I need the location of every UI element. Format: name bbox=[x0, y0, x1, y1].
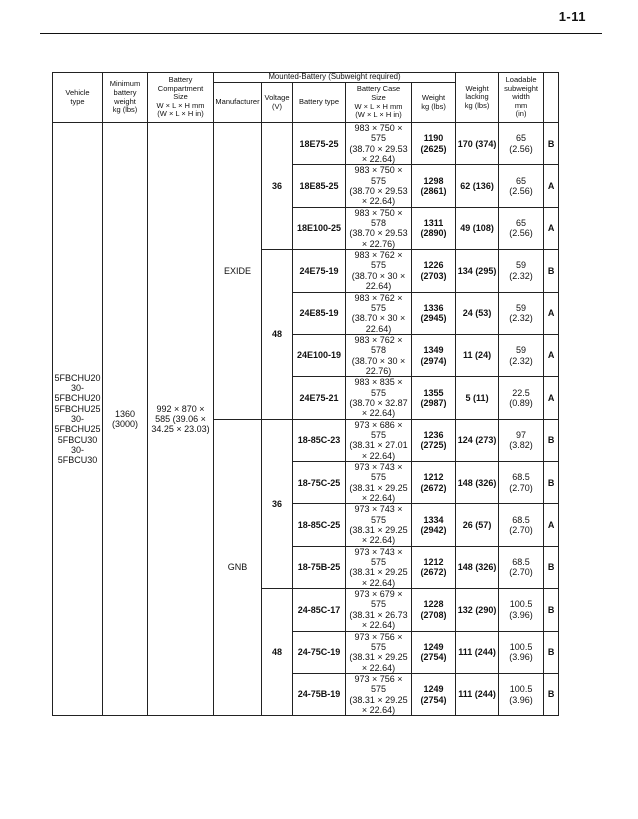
weight-lacking-cell: 24 (53) bbox=[456, 292, 499, 334]
cell-line: 97 bbox=[516, 429, 527, 440]
cell-line: 973 × 756 × 575 bbox=[354, 673, 403, 695]
cell-line: (2.70) bbox=[509, 525, 533, 536]
battery-weight-cell: 1190 (2625) bbox=[412, 123, 456, 165]
grade-cell: A bbox=[544, 292, 559, 334]
cell-line: 59 bbox=[516, 345, 527, 356]
header-vehicle-type: Vehicle type bbox=[53, 73, 103, 123]
cell-line: (2.32) bbox=[509, 355, 533, 366]
loadable-subweight-cell bbox=[499, 673, 544, 715]
battery-type-cell: 24E100-19 bbox=[293, 334, 346, 376]
grade-cell: B bbox=[544, 673, 559, 715]
loadable-subweight-cell bbox=[499, 546, 544, 588]
battery-weight-cell: 1212 (2672) bbox=[412, 462, 456, 504]
loadable-subweight-cell bbox=[499, 377, 544, 419]
battery-weight-cell: 1236 (2725) bbox=[412, 419, 456, 461]
cell-line: (38.70 × 30 × 22.64) bbox=[351, 313, 406, 334]
loadable-subweight-cell bbox=[499, 419, 544, 461]
loadable-subweight-cell bbox=[499, 165, 544, 207]
cell-line: (38.31 × 29.25 × 22.64) bbox=[349, 694, 408, 715]
cell-line: (38.70 × 32.87 × 22.64) bbox=[349, 397, 408, 419]
cell-line: 59 bbox=[516, 302, 527, 313]
battery-weight-cell: 1349 (2974) bbox=[412, 334, 456, 376]
battery-type-cell: 24E85-19 bbox=[293, 292, 346, 334]
cell-line: 22.5 bbox=[512, 387, 530, 398]
battery-weight-cell: 1311 (2890) bbox=[412, 207, 456, 249]
cell-line: (38.70 × 30 × 22.64) bbox=[351, 270, 406, 292]
grade-cell: B bbox=[544, 250, 559, 292]
cell-line: (38.70 × 29.53 × 22.64) bbox=[349, 143, 408, 165]
battery-weight-cell: 1226 (2703) bbox=[412, 250, 456, 292]
case-size-cell bbox=[346, 123, 412, 165]
cell-line: 100.5 bbox=[509, 641, 533, 652]
weight-lacking-cell: 111 (244) bbox=[456, 673, 499, 715]
cell-line: 983 × 762 × 575 bbox=[354, 292, 403, 313]
cell-line: (3.96) bbox=[509, 609, 533, 620]
cell-line: (38.31 × 29.25 × 22.64) bbox=[349, 482, 408, 504]
header-weight: Weight kg (lbs) bbox=[412, 83, 456, 123]
cell-line: (2.56) bbox=[509, 228, 533, 239]
cell-line: 983 × 750 × 575 bbox=[354, 165, 403, 186]
cell-line: 973 × 756 × 575 bbox=[354, 631, 403, 652]
table-row bbox=[53, 123, 559, 165]
battery-spec-table bbox=[52, 72, 559, 716]
header-rule bbox=[40, 33, 602, 34]
weight-lacking-cell: 148 (326) bbox=[456, 462, 499, 504]
battery-type-cell: 24-85C-17 bbox=[293, 589, 346, 631]
battery-type-cell: 18-75C-25 bbox=[293, 462, 346, 504]
weight-lacking-cell: 5 (11) bbox=[456, 377, 499, 419]
battery-weight-cell: 1298 (2861) bbox=[412, 165, 456, 207]
case-size-cell bbox=[346, 673, 412, 715]
header-manufacturer: Manufacturer bbox=[214, 83, 262, 123]
voltage-cell: 36 bbox=[262, 419, 293, 589]
manufacturer-cell: GNB bbox=[214, 419, 262, 716]
cell-line: 100.5 bbox=[509, 684, 533, 695]
header-mounted-battery: Mounted-Battery (Subweight required) bbox=[214, 73, 456, 83]
grade-cell: B bbox=[544, 589, 559, 631]
cell-line: (3.96) bbox=[509, 694, 533, 705]
cell-line: 100.5 bbox=[509, 599, 533, 610]
header-voltage: Voltage (V) bbox=[262, 83, 293, 123]
header-loadable-subweight: Loadable subweight width mm (in) bbox=[499, 73, 544, 123]
weight-lacking-cell: 49 (108) bbox=[456, 207, 499, 249]
cell-line: (38.31 × 27.01 × 22.64) bbox=[349, 440, 408, 461]
grade-cell: B bbox=[544, 123, 559, 165]
voltage-cell: 48 bbox=[262, 589, 293, 716]
battery-weight-cell: 1212 (2672) bbox=[412, 546, 456, 588]
cell-line: 973 × 686 × 575 bbox=[354, 419, 403, 440]
cell-line: 68.5 bbox=[512, 514, 530, 525]
voltage-cell: 48 bbox=[262, 250, 293, 420]
cell-line: (38.70 × 29.53 × 22.76) bbox=[349, 228, 408, 249]
cell-line: (2.56) bbox=[509, 143, 533, 154]
case-size-cell bbox=[346, 419, 412, 461]
vehicle-type-cell bbox=[53, 123, 103, 716]
case-size-cell bbox=[346, 377, 412, 419]
battery-type-cell: 24-75B-19 bbox=[293, 673, 346, 715]
weight-lacking-cell: 111 (244) bbox=[456, 631, 499, 673]
weight-lacking-cell: 134 (295) bbox=[456, 250, 499, 292]
grade-cell: B bbox=[544, 546, 559, 588]
header-case-size: Battery Case Size W × L × H mm (W × L × H in) bbox=[346, 83, 412, 123]
vehicle-type: 5FBCHU20 bbox=[54, 372, 101, 383]
cell-line: (38.70 × 30 × 22.76) bbox=[351, 355, 406, 376]
cell-line: 973 × 743 × 575 bbox=[354, 504, 403, 525]
loadable-subweight-cell bbox=[499, 504, 544, 546]
battery-weight-cell: 1355 (2987) bbox=[412, 377, 456, 419]
header-compartment-size: Battery Compartment Size W × L × H mm (W × L × H in) bbox=[148, 73, 214, 123]
case-size-cell bbox=[346, 207, 412, 249]
battery-type-cell: 18-85C-25 bbox=[293, 504, 346, 546]
cell-line: (2.70) bbox=[509, 567, 533, 578]
grade-cell: B bbox=[544, 631, 559, 673]
case-size-cell bbox=[346, 334, 412, 376]
case-size-cell bbox=[346, 250, 412, 292]
cell-line: 983 × 750 × 575 bbox=[354, 123, 403, 144]
compartment-size: 992 × 870 × 585 (39.06 × 34.25 × 23.03) bbox=[148, 123, 214, 716]
cell-line: (2.56) bbox=[509, 186, 533, 197]
loadable-subweight-cell bbox=[499, 631, 544, 673]
cell-line: 983 × 835 × 575 bbox=[354, 377, 403, 398]
grade-cell: B bbox=[544, 462, 559, 504]
battery-type-cell: 18-75B-25 bbox=[293, 546, 346, 588]
cell-line: 68.5 bbox=[512, 557, 530, 568]
battery-weight-cell: 1334 (2942) bbox=[412, 504, 456, 546]
cell-line: (2.70) bbox=[509, 482, 533, 493]
cell-line: 973 × 743 × 575 bbox=[354, 462, 403, 483]
cell-line: (38.70 × 29.53 × 22.64) bbox=[349, 186, 408, 207]
battery-weight-cell: 1249 (2754) bbox=[412, 631, 456, 673]
voltage-cell: 36 bbox=[262, 123, 293, 250]
battery-type-cell: 18E85-25 bbox=[293, 165, 346, 207]
min-battery-weight: 1360 (3000) bbox=[103, 123, 148, 716]
vehicle-type: 30-5FBCHU25 bbox=[54, 413, 101, 435]
case-size-cell bbox=[346, 462, 412, 504]
grade-cell: A bbox=[544, 377, 559, 419]
case-size-cell bbox=[346, 504, 412, 546]
battery-type-cell: 18E100-25 bbox=[293, 207, 346, 249]
battery-weight-cell: 1249 (2754) bbox=[412, 673, 456, 715]
cell-line: (38.31 × 29.25 × 22.64) bbox=[349, 525, 408, 546]
case-size-cell bbox=[346, 589, 412, 631]
cell-line: 65 bbox=[516, 133, 527, 144]
header-min-weight: Minimum battery weight kg (lbs) bbox=[103, 73, 148, 123]
cell-line: (38.31 × 29.25 × 22.64) bbox=[349, 652, 408, 673]
cell-line: (38.31 × 26.73 × 22.64) bbox=[349, 609, 408, 631]
loadable-subweight-cell bbox=[499, 207, 544, 249]
battery-weight-cell: 1228 (2708) bbox=[412, 589, 456, 631]
cell-line: 65 bbox=[516, 175, 527, 186]
grade-cell: A bbox=[544, 165, 559, 207]
loadable-subweight-cell bbox=[499, 589, 544, 631]
weight-lacking-cell: 26 (57) bbox=[456, 504, 499, 546]
loadable-subweight-cell bbox=[499, 292, 544, 334]
grade-cell: A bbox=[544, 504, 559, 546]
cell-line: (3.96) bbox=[509, 652, 533, 663]
battery-type-cell: 18E75-25 bbox=[293, 123, 346, 165]
grade-cell: A bbox=[544, 334, 559, 376]
weight-lacking-cell: 124 (273) bbox=[456, 419, 499, 461]
cell-line: 983 × 762 × 578 bbox=[354, 334, 403, 356]
battery-weight-cell: 1336 (2945) bbox=[412, 292, 456, 334]
case-size-cell bbox=[346, 546, 412, 588]
battery-type-cell: 24E75-19 bbox=[293, 250, 346, 292]
header-weight-lacking: Weight lacking kg (lbs) bbox=[456, 73, 499, 123]
weight-lacking-cell: 11 (24) bbox=[456, 334, 499, 376]
weight-lacking-cell: 170 (374) bbox=[456, 123, 499, 165]
cell-line: (2.32) bbox=[509, 313, 533, 324]
page-number: 1-11 bbox=[558, 9, 586, 24]
table-body bbox=[53, 123, 559, 716]
vehicle-type: 5FBCHU25 bbox=[54, 403, 101, 414]
manufacturer-cell: EXIDE bbox=[214, 123, 262, 420]
cell-line: (2.32) bbox=[509, 270, 533, 281]
grade-cell: B bbox=[544, 419, 559, 461]
grade-cell: A bbox=[544, 207, 559, 249]
vehicle-type: 5FBCU30 bbox=[57, 434, 98, 445]
vehicle-type: 30-5FBCHU20 bbox=[54, 382, 101, 404]
loadable-subweight-cell bbox=[499, 123, 544, 165]
case-size-cell bbox=[346, 292, 412, 334]
battery-type-cell: 24E75-21 bbox=[293, 377, 346, 419]
cell-line: 68.5 bbox=[512, 472, 530, 483]
vehicle-type: 30-5FBCU30 bbox=[57, 444, 98, 466]
cell-line: 973 × 743 × 575 bbox=[354, 546, 403, 568]
cell-line: (0.89) bbox=[509, 397, 533, 408]
weight-lacking-cell: 148 (326) bbox=[456, 546, 499, 588]
cell-line: 59 bbox=[516, 260, 527, 271]
header-battery-type: Battery type bbox=[293, 83, 346, 123]
cell-line: 973 × 679 × 575 bbox=[354, 589, 403, 610]
table-header bbox=[53, 73, 559, 123]
cell-line: (3.82) bbox=[509, 440, 533, 451]
battery-type-cell: 24-75C-19 bbox=[293, 631, 346, 673]
weight-lacking-cell: 62 (136) bbox=[456, 165, 499, 207]
loadable-subweight-cell bbox=[499, 250, 544, 292]
case-size-cell bbox=[346, 165, 412, 207]
cell-line: 983 × 750 × 578 bbox=[354, 207, 403, 229]
cell-line: (38.31 × 29.25 × 22.64) bbox=[349, 567, 408, 588]
battery-type-cell: 18-85C-23 bbox=[293, 419, 346, 461]
cell-line: 65 bbox=[516, 218, 527, 229]
loadable-subweight-cell bbox=[499, 462, 544, 504]
case-size-cell bbox=[346, 631, 412, 673]
weight-lacking-cell: 132 (290) bbox=[456, 589, 499, 631]
loadable-subweight-cell bbox=[499, 334, 544, 376]
cell-line: 983 × 762 × 575 bbox=[354, 250, 403, 271]
header-grade bbox=[544, 73, 559, 123]
